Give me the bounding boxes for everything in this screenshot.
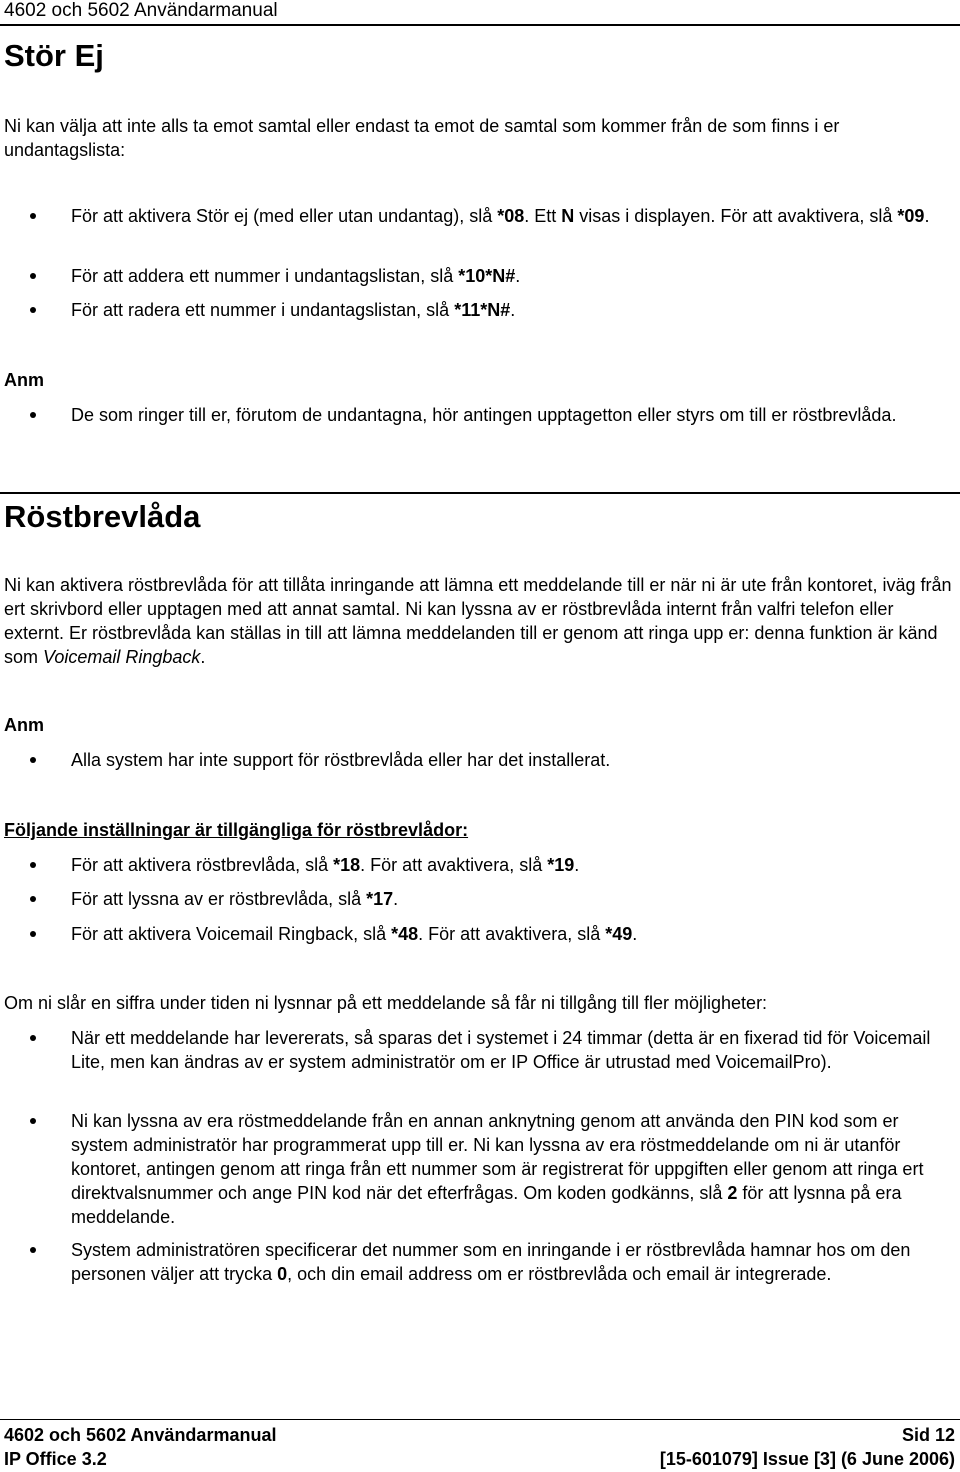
note-label: Anm	[4, 370, 44, 390]
list-item: För att aktivera Voicemail Ringback, slå *48. För att avaktivera, slå *49.	[0, 922, 955, 946]
bullet-dot	[30, 213, 36, 219]
list-item: För att aktivera Stör ej (med eller utan undantag), slå *08. Ett N visas i displayen. För att avaktivera, slå *09.	[0, 204, 955, 228]
list-item: System administratören specificerar det nummer som en inringande i er röstbrevlåda hamnar hos om den personen väljer att trycka 0, och din email address om er röstbrevlåda och email är integrerade.	[0, 1238, 955, 1286]
bullet-dot	[30, 896, 36, 902]
rostbrevlada-intro: Ni kan aktivera röstbrevlåda för att tillåta inringande att lämna ett meddelande till er när ni är ute från kontoret, iväg från ert skrivbord eller upptagen med att annat samtal. Ni kan lyssna av er röstbrevlåda internt från valfri telefon eller externt. Er röstbrevlåda kan ställas in till att lämna meddelanden till er genom att ringa upp er: denna funktion är känd som Voicemail Ringback.	[4, 575, 952, 667]
list-item: För att radera ett nummer i undantagslistan, slå *11*N#.	[0, 298, 955, 322]
list-item: För att aktivera röstbrevlåda, slå *18. För att avaktivera, slå *19.	[0, 853, 955, 877]
section-heading-rostbrevlada: Röstbrevlåda	[4, 499, 201, 534]
footer-page-number: Sid 12	[901, 1425, 955, 1445]
bullet-dot	[30, 862, 36, 868]
bullet-dot	[30, 931, 36, 937]
bullet-dot	[30, 273, 36, 279]
list-item: När ett meddelande har levererats, så sparas det i systemet i 24 timmar (detta är en fixerad tid för Voicemail Lite, men kan ändras av er system administratör om er IP Office är utrustad med VoicemailPro).	[0, 1026, 955, 1074]
bullet-dot	[30, 757, 36, 763]
note-label: Anm	[4, 715, 44, 735]
bullet-dot	[30, 1118, 36, 1124]
bullet-dot	[30, 1247, 36, 1253]
footer-manual-title: 4602 och 5602 Användarmanual	[4, 1425, 277, 1445]
list-item: De som ringer till er, förutom de undantagna, hör antingen upptagetton eller styrs om till er röstbrevlåda.	[0, 403, 955, 427]
list-item: Alla system har inte support för röstbrevlåda eller har det installerat.	[0, 748, 955, 772]
bullet-dot	[30, 1035, 36, 1041]
header-rule	[0, 24, 960, 26]
bullet-dot	[30, 307, 36, 313]
footer-product: IP Office 3.2	[4, 1449, 107, 1469]
stor-ej-intro: Ni kan välja att inte alls ta emot samtal eller endast ta emot de samtal som kommer från de som finns i er undantagslista:	[4, 116, 840, 160]
options-intro: Om ni slår en siffra under tiden ni lysnnar på ett meddelande så får ni tillgång till fler möjligheter:	[4, 993, 768, 1013]
settings-heading: Följande inställningar är tillgängliga för röstbrevlådor:	[4, 820, 469, 840]
list-item: För att lyssna av er röstbrevlåda, slå *17.	[0, 887, 955, 911]
running-header: 4602 och 5602 Användarmanual	[4, 0, 278, 21]
footer-rule	[0, 1419, 960, 1420]
list-item: För att addera ett nummer i undantagslistan, slå *10*N#.	[0, 264, 955, 288]
bullet-dot	[30, 412, 36, 418]
section-rule	[0, 492, 960, 494]
list-item: Ni kan lyssna av era röstmeddelande från en annan anknytning genom att använda den PIN kod som er system administratör har programmerat upp till er. Ni kan lyssna av era röstmeddelande om ni är utanför kontoret, antingen genom att ringa från ett nummer som är registrerat för uppgiften eller genom att ringa ert direktvalsnummer och ange PIN kod när det efterfrågas. Om koden godkänns, slå 2 för att lysnna på era meddelande.	[0, 1109, 955, 1229]
footer-issue: [15-601079] Issue [3] (6 June 2006)	[659, 1449, 955, 1469]
section-heading-stor-ej: Stör Ej	[4, 38, 104, 73]
